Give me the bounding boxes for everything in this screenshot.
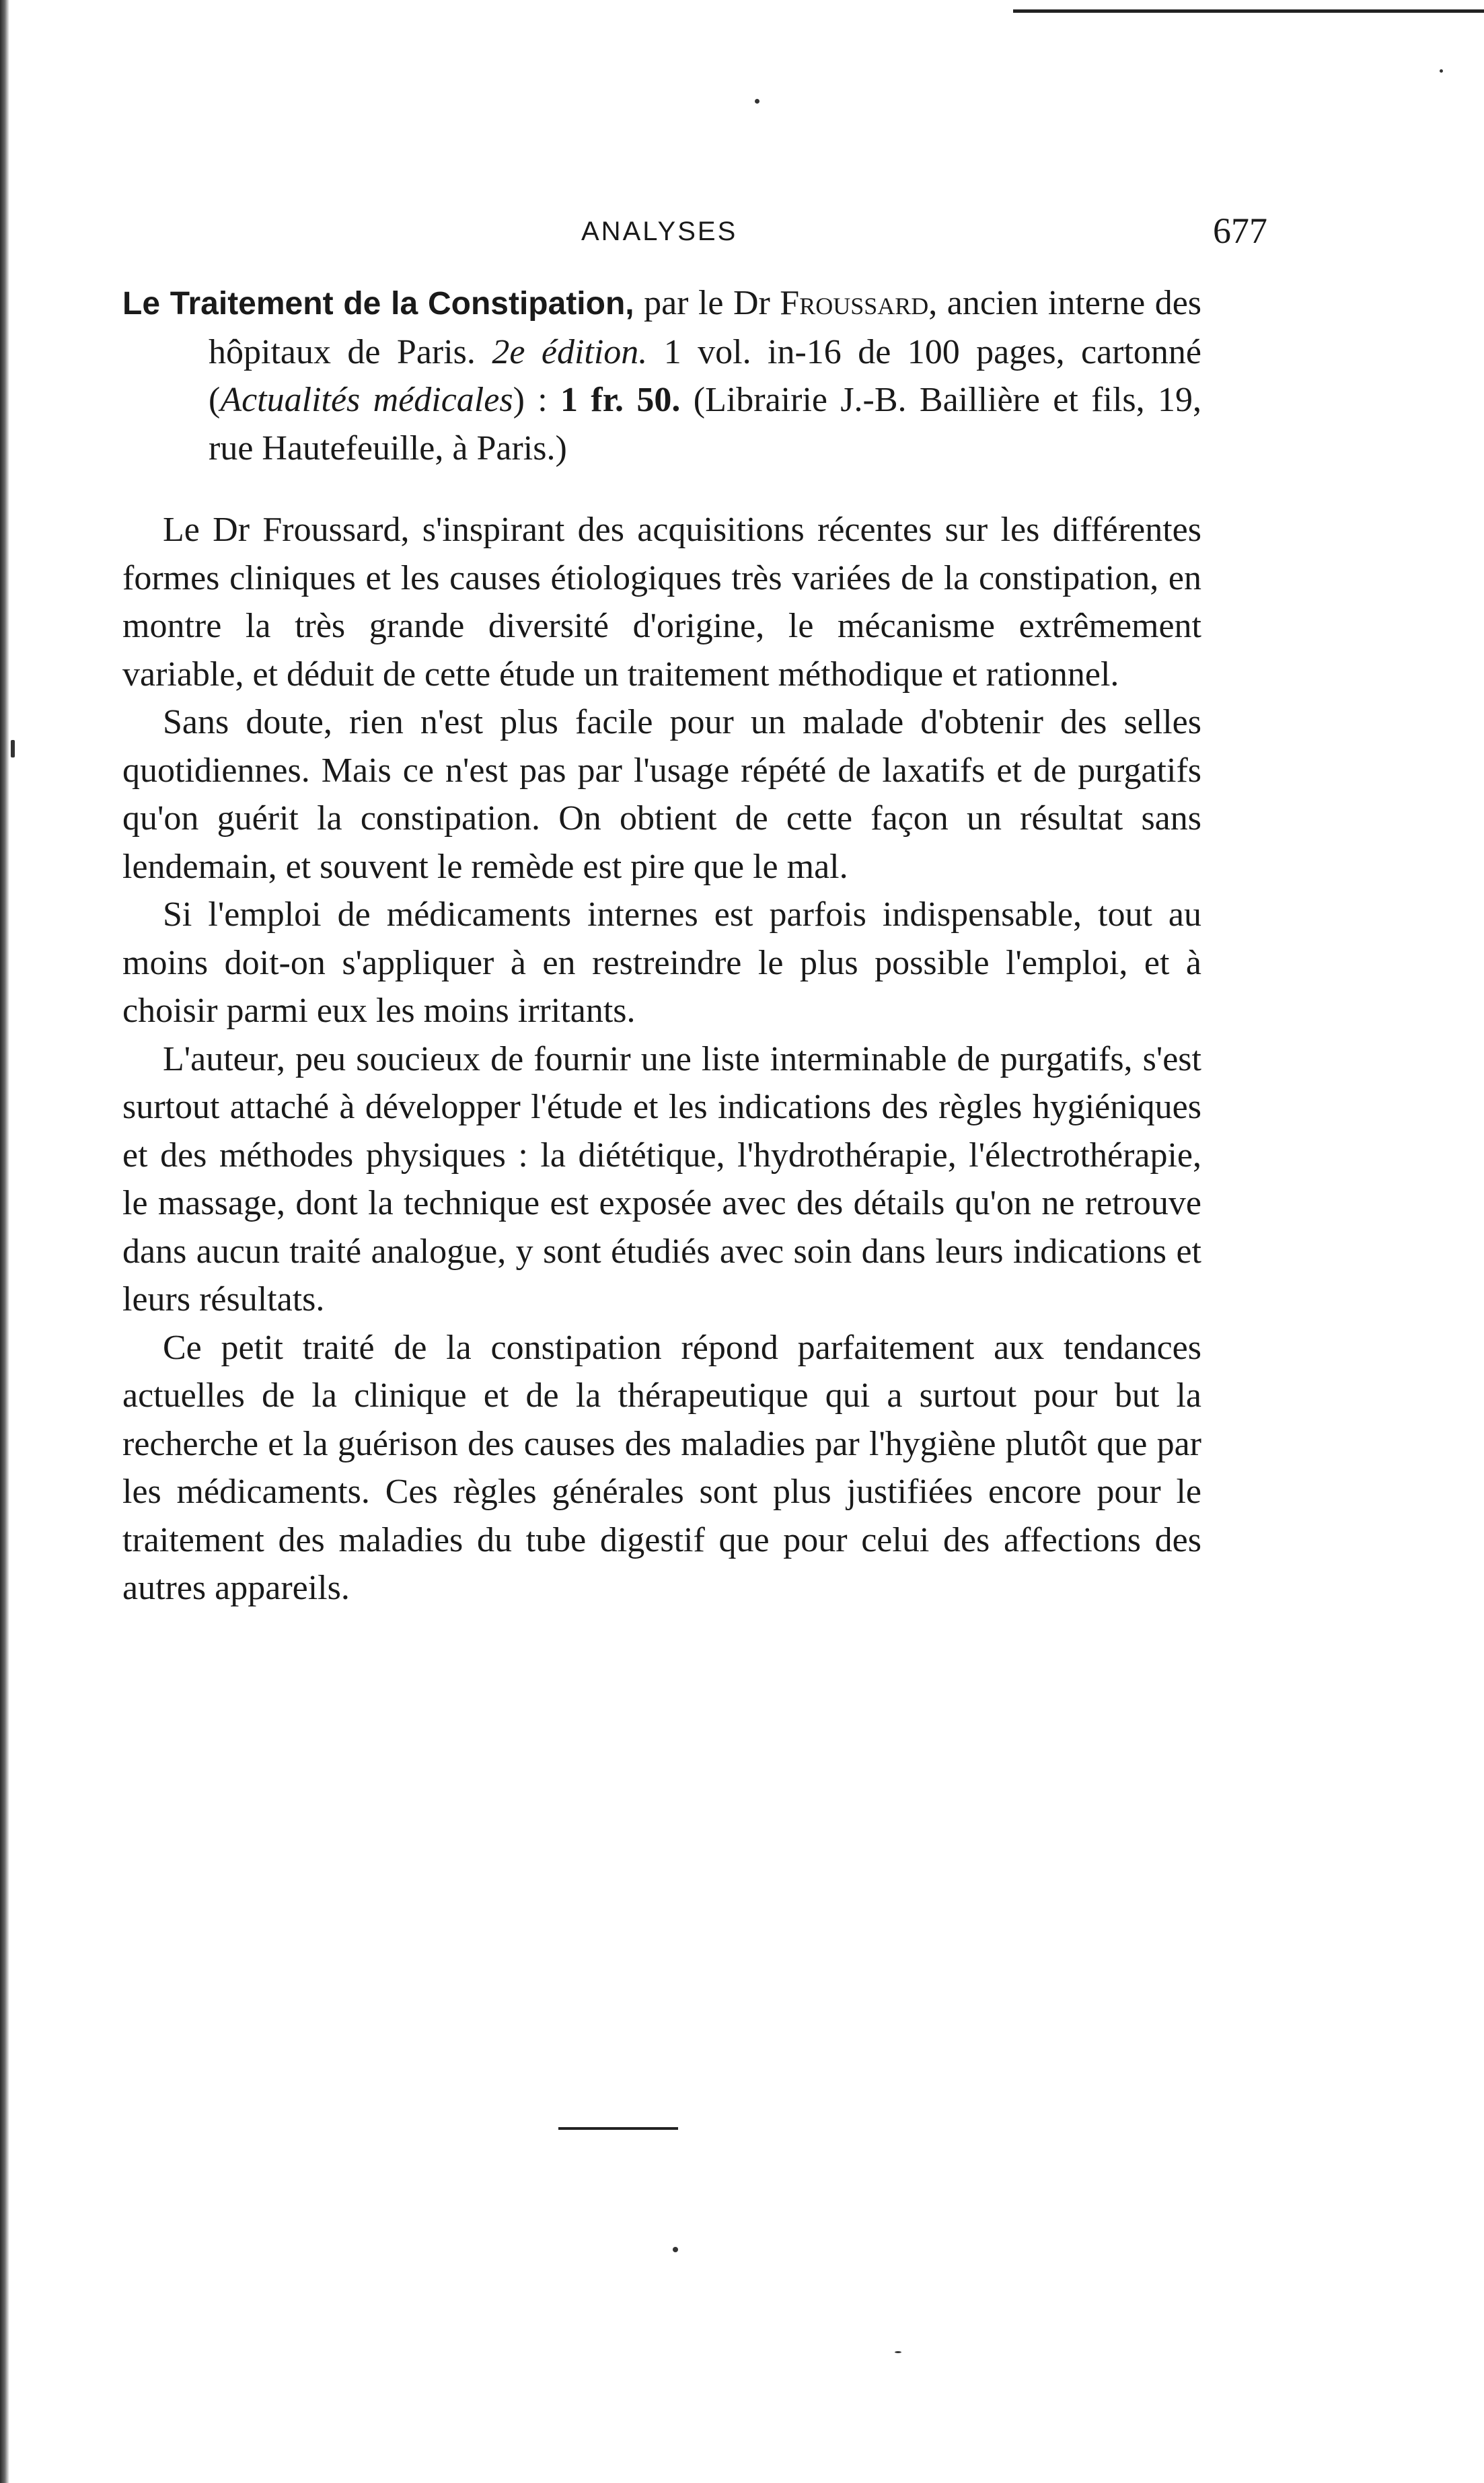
running-title: ANALYSES (581, 217, 738, 246)
entry-details: 1 vol. in-16 de 100 pages, cartonné ( (209, 332, 1201, 419)
entry-by: par le Dr (644, 284, 770, 322)
entry-series: Actualités médicales (220, 381, 513, 419)
scan-speck (755, 99, 759, 104)
paragraph: Sans doute, rien n'est plus facile pour un malade d'obtenir des selles quotidiennes. Mais ce n'est pas par l'usage répété de laxatifs et de purgatifs qu'on guérit la constipation. On obtient de cette façon un résultat sans lendemain, et souvent le remède est pire que le mal. (122, 703, 1201, 886)
page-header (581, 210, 1267, 250)
scan-edge-shadow (0, 0, 9, 2483)
entry-edition: 2e édition. (492, 332, 648, 371)
review-text (122, 279, 1201, 1613)
paragraph: Ce petit traité de la constipation répond parfaitement aux tendances actuelles de la clinique et de la thérapeutique qui a surtout pour but la recherche et la guérison des causes des maladies par l'hygiène plutôt que par les médicaments. Ces règles générales sont plus justifiées encore pour le traitement des maladies du tube digestif que pour celui des affections des autres appareils. (122, 1328, 1201, 1607)
end-rule (558, 2127, 678, 2130)
paragraph: Si l'emploi de médicaments internes est parfois indispensable, tout au moins doit-on s'appliquer à en restreindre le plus possible l'emploi, et à choisir parmi eux les moins irritants. (122, 895, 1201, 1030)
entry-title: Le Traitement de la Constipation, (122, 286, 634, 322)
paragraph: L'auteur, peu soucieux de fournir une liste interminable de purgatifs, s'est surtout attaché à développer l'étude et les indications des règles hygiéniques et des méthodes physiques : la diététique, l'hydrothérapie, l'électrothérapie, le massage, dont la technique est exposée avec des détails qu'on ne retrouve dans aucun traité analogue, y sont étudiés avec soin dans leurs indications et leurs résultats. (122, 1039, 1201, 1319)
entry-details: ancien interne des hôpitaux de Paris. (209, 284, 1202, 371)
page-number: 677 (1213, 211, 1267, 251)
entry-price: 1 fr. 50. (560, 381, 681, 419)
scan-speck (673, 2247, 678, 2252)
bibliographic-entry (122, 279, 1201, 472)
entry-author: Froussard, (780, 284, 938, 322)
scan-edge-line (1013, 9, 1484, 13)
scan-speck (895, 2351, 901, 2353)
entry-publisher: (Librairie J.-B. Baillière et fils, 19, rue Hautefeuille, à Paris.) (209, 381, 1201, 468)
paragraph: Le Dr Froussard, s'inspirant des acquisitions récentes sur les différentes formes cliniques et les causes étiologiques très variées de la constipation, en montre la très grande diversité d'origine, le mécanisme extrêmement variable, et déduit de cette étude un traitement méthodique et rationnel. (122, 511, 1201, 694)
scan-speck (1440, 69, 1443, 73)
scan-speck (11, 740, 15, 757)
entry-details: ) : (513, 381, 548, 419)
